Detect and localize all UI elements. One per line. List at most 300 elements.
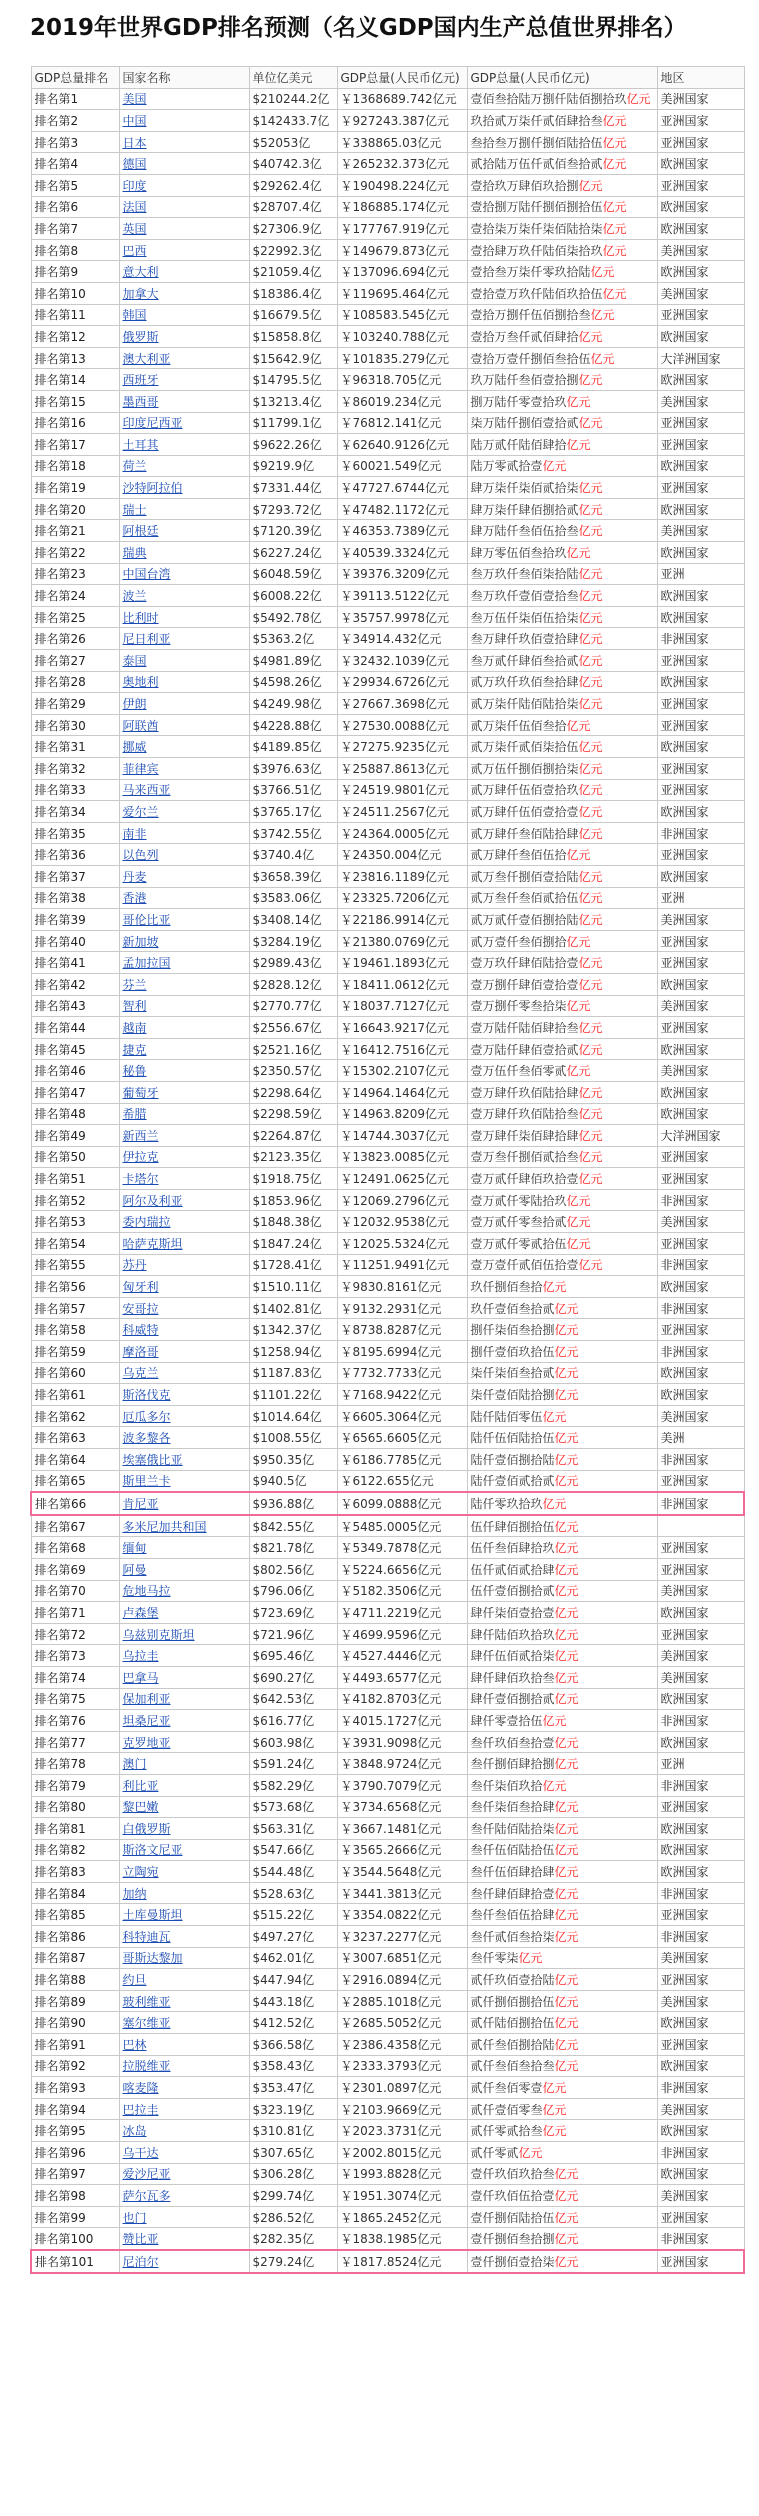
table-row (31, 1405, 744, 1427)
rank-cell: 排名第61 (31, 1384, 119, 1406)
country-link[interactable]: 比利时 (122, 610, 159, 625)
rank-cell: 排名第97 (31, 2163, 119, 2185)
rank-cell: 排名第34 (31, 801, 119, 823)
rank-cell: 排名第72 (31, 1623, 119, 1645)
country-link[interactable]: 卢森堡 (122, 1605, 159, 1620)
country-link[interactable]: 希腊 (122, 1107, 147, 1122)
cny-text: 贰万柒仟陆佰陆拾柒 (470, 697, 579, 712)
country-link[interactable]: 芬兰 (122, 977, 147, 992)
unit-label: 亿元 (578, 1150, 603, 1165)
country-link[interactable]: 塞尔维亚 (122, 2016, 171, 2031)
country-link[interactable]: 肯尼亚 (122, 1496, 159, 1511)
country-link[interactable]: 斯里兰卡 (122, 1474, 171, 1489)
country-link[interactable]: 墨西哥 (122, 394, 159, 409)
cny-cell: ￥12069.2796亿元 (337, 1189, 467, 1211)
country-link[interactable]: 卡塔尔 (122, 1172, 159, 1187)
country-link[interactable]: 萨尔瓦多 (122, 2188, 171, 2203)
country-link[interactable]: 巴林 (122, 2037, 147, 2052)
country-link[interactable]: 澳大利亚 (122, 351, 171, 366)
rank-cell: 排名第76 (31, 1710, 119, 1732)
usd-cell: $544.48亿 (249, 1861, 337, 1883)
country-link[interactable]: 哥斯达黎加 (122, 1951, 183, 1966)
cny-text-cell (467, 671, 657, 693)
cny-text-cell (467, 1384, 657, 1406)
cny-text-cell (467, 844, 657, 866)
usd-cell: $515.22亿 (249, 1904, 337, 1926)
cny-cell: ￥4493.6577亿元 (337, 1666, 467, 1688)
unit-label: 亿元 (554, 1649, 579, 1664)
country-link[interactable]: 乌兹别克斯坦 (122, 1627, 195, 1642)
country-link[interactable]: 冰岛 (122, 2124, 147, 2139)
country-link[interactable]: 爱沙尼亚 (122, 2167, 171, 2182)
country-link[interactable]: 赞比亚 (122, 2232, 159, 2247)
cny-text: 陆万零贰拾壹 (470, 459, 543, 474)
table-row (31, 1645, 744, 1667)
country-link[interactable]: 科威特 (122, 1323, 159, 1338)
table-row (31, 1146, 744, 1168)
region-cell: 欧洲国家 (657, 153, 744, 175)
country-link[interactable]: 沙特阿拉伯 (122, 481, 183, 496)
cny-text: 壹万伍仟叁佰零贰 (470, 1064, 567, 1079)
rank-cell: 排名第54 (31, 1233, 119, 1255)
usd-cell: $802.56亿 (249, 1558, 337, 1580)
country-link[interactable]: 乌克兰 (122, 1366, 159, 1381)
table-row (31, 2055, 744, 2077)
country-link[interactable]: 波兰 (122, 589, 147, 604)
region-cell: 欧洲国家 (657, 1038, 744, 1060)
country-link[interactable]: 印度 (122, 178, 147, 193)
region-cell: 欧洲国家 (657, 1602, 744, 1624)
cny-text: 贰仟叁佰零壹 (470, 2081, 543, 2096)
cny-text-cell (467, 434, 657, 456)
unit-label: 亿元 (578, 804, 603, 819)
unit-label: 亿元 (554, 2059, 579, 2074)
rank-cell: 排名第10 (31, 282, 119, 304)
cny-text: 壹佰叁拾陆万捌仟陆佰捌拾玖 (470, 92, 627, 107)
country-cell (119, 1515, 249, 1537)
cny-text: 叁万伍仟柒佰伍拾柒 (470, 610, 579, 625)
country-link[interactable]: 法国 (122, 200, 147, 215)
usd-cell: $4228.88亿 (249, 714, 337, 736)
header-cny-text: GDP总量(人民币亿元) (467, 67, 657, 89)
country-link[interactable]: 阿尔及利亚 (122, 1193, 183, 1208)
cny-text-cell (467, 1405, 657, 1427)
country-link[interactable]: 巴西 (122, 243, 147, 258)
unit-label: 亿元 (578, 610, 603, 625)
cny-text-cell (467, 1926, 657, 1948)
country-link[interactable]: 瑞士 (122, 502, 147, 517)
country-link[interactable]: 香港 (122, 891, 147, 906)
unit-label: 亿元 (578, 1172, 603, 1187)
cny-text-cell (467, 1666, 657, 1688)
country-link[interactable]: 伊朗 (122, 697, 147, 712)
cny-text-cell (467, 2098, 657, 2120)
country-link[interactable]: 智利 (122, 999, 147, 1014)
region-cell: 亚洲国家 (657, 434, 744, 456)
usd-cell: $1848.38亿 (249, 1211, 337, 1233)
cny-text: 壹万肆仟玖佰陆拾肆 (470, 1085, 579, 1100)
cny-text: 捌仟壹佰玖拾伍 (470, 1344, 555, 1359)
cny-text: 柒万陆仟捌佰壹拾贰 (470, 416, 579, 431)
country-cell (119, 2228, 249, 2250)
country-link[interactable]: 斯洛伐克 (122, 1388, 171, 1403)
table-row (31, 1710, 744, 1732)
cny-cell: ￥2301.0897亿元 (337, 2077, 467, 2099)
table-row (31, 218, 744, 240)
country-link[interactable]: 拉脱维亚 (122, 2059, 171, 2074)
cny-text-cell (467, 1580, 657, 1602)
unit-label: 亿元 (554, 2232, 579, 2247)
table-row (31, 844, 744, 866)
cny-text-cell (467, 2120, 657, 2142)
cny-text: 壹仟玖佰玖拾叁 (470, 2167, 555, 2182)
rank-cell: 排名第79 (31, 1774, 119, 1796)
cny-text: 伍仟叁佰肆拾玖 (470, 1541, 555, 1556)
unit-label: 亿元 (578, 697, 603, 712)
country-link[interactable]: 利比亚 (122, 1778, 159, 1793)
usd-cell: $1008.55亿 (249, 1427, 337, 1449)
cny-text-cell (467, 1688, 657, 1710)
country-link[interactable]: 厄瓜多尔 (122, 1409, 171, 1424)
country-link[interactable]: 克罗地亚 (122, 1735, 171, 1750)
country-link[interactable]: 秘鲁 (122, 1064, 147, 1079)
country-link[interactable]: 爱尔兰 (122, 804, 159, 819)
cny-text: 肆万柒仟柒佰贰拾柒 (470, 481, 579, 496)
table-row (31, 1017, 744, 1039)
table-row (31, 1796, 744, 1818)
country-link[interactable]: 乌拉圭 (122, 1649, 159, 1664)
country-cell (119, 563, 249, 585)
cny-cell: ￥24519.9801亿元 (337, 779, 467, 801)
unit-label: 亿元 (578, 956, 603, 971)
unit-label: 亿元 (578, 1258, 603, 1273)
cny-text: 贰仟陆佰捌拾伍 (470, 2016, 555, 2031)
country-link[interactable]: 以色列 (122, 848, 159, 863)
rank-cell: 排名第55 (31, 1254, 119, 1276)
country-link[interactable]: 埃塞俄比亚 (122, 1452, 183, 1467)
cny-text: 壹万贰仟零陆拾玖 (470, 1193, 567, 1208)
unit-label: 亿元 (602, 113, 627, 128)
rank-cell: 排名第29 (31, 693, 119, 715)
country-link[interactable]: 孟加拉国 (122, 956, 171, 971)
country-link[interactable]: 巴拿马 (122, 1670, 159, 1685)
country-link[interactable]: 加纳 (122, 1886, 147, 1901)
usd-cell: $690.27亿 (249, 1666, 337, 1688)
usd-cell: $796.06亿 (249, 1580, 337, 1602)
cny-text: 壹拾万捌仟伍佰捌拾叁 (470, 308, 591, 323)
cny-cell: ￥5485.0005亿元 (337, 1515, 467, 1537)
region-cell: 欧洲国家 (657, 1384, 744, 1406)
cny-text-cell (467, 174, 657, 196)
country-cell (119, 1580, 249, 1602)
unit-label: 亿元 (602, 243, 627, 258)
usd-cell: $2298.64亿 (249, 1081, 337, 1103)
unit-label: 亿元 (554, 1692, 579, 1707)
country-link[interactable]: 约旦 (122, 1973, 147, 1988)
cny-text-cell (467, 2077, 657, 2099)
rank-cell: 排名第15 (31, 390, 119, 412)
rank-cell: 排名第45 (31, 1038, 119, 1060)
cny-text: 伍仟壹佰捌拾贰 (470, 1584, 555, 1599)
country-link[interactable]: 中国 (122, 113, 147, 128)
country-link[interactable]: 澳门 (122, 1757, 147, 1772)
table-row (31, 1774, 744, 1796)
cny-text-cell (467, 1233, 657, 1255)
country-link[interactable]: 土库曼斯坦 (122, 1908, 183, 1923)
country-link[interactable]: 日本 (122, 135, 147, 150)
country-link[interactable]: 瑞典 (122, 545, 147, 560)
cny-cell: ￥32432.1039亿元 (337, 650, 467, 672)
country-cell (119, 498, 249, 520)
country-link[interactable]: 泰国 (122, 653, 147, 668)
country-link[interactable]: 喀麦隆 (122, 2081, 159, 2096)
cny-cell: ￥1865.2452亿元 (337, 2206, 467, 2228)
usd-cell: $9219.9亿 (249, 455, 337, 477)
unit-label: 亿元 (578, 1085, 603, 1100)
country-cell (119, 1384, 249, 1406)
cny-cell: ￥4711.2219亿元 (337, 1602, 467, 1624)
country-link[interactable]: 美国 (122, 92, 147, 107)
country-link[interactable]: 阿曼 (122, 1562, 147, 1577)
cny-cell: ￥62640.9126亿元 (337, 434, 467, 456)
cny-text: 玖仟捌佰叁拾 (470, 1280, 543, 1295)
country-link[interactable]: 西班牙 (122, 373, 159, 388)
unit-label: 亿元 (566, 1193, 591, 1208)
country-cell (119, 1688, 249, 1710)
unit-label: 亿元 (554, 1431, 579, 1446)
cny-text: 陆仟陆佰零伍 (470, 1409, 543, 1424)
cny-text-cell (467, 1947, 657, 1969)
unit-label: 亿元 (542, 2102, 567, 2117)
country-link[interactable]: 新西兰 (122, 1128, 159, 1143)
unit-label: 亿元 (590, 351, 615, 366)
country-link[interactable]: 新加坡 (122, 934, 159, 949)
country-link[interactable]: 荷兰 (122, 459, 147, 474)
table-row (31, 1341, 744, 1363)
unit-label: 亿元 (578, 373, 603, 388)
country-link[interactable]: 捷克 (122, 1042, 147, 1057)
country-link[interactable]: 玻利维亚 (122, 1994, 171, 2009)
country-link[interactable]: 坦桑尼亚 (122, 1713, 171, 1728)
unit-label: 亿元 (554, 2254, 579, 2269)
cny-text-cell (467, 563, 657, 585)
table-row (31, 1882, 744, 1904)
region-cell: 欧洲国家 (657, 218, 744, 240)
cny-text-cell (467, 2250, 657, 2273)
country-link[interactable]: 德国 (122, 157, 147, 172)
country-link[interactable]: 挪威 (122, 740, 147, 755)
cny-cell: ￥3237.2277亿元 (337, 1926, 467, 1948)
country-link[interactable]: 阿联酋 (122, 718, 159, 733)
country-cell (119, 304, 249, 326)
cny-text: 壹仟玖佰伍拾壹 (470, 2188, 555, 2203)
country-cell (119, 1211, 249, 1233)
usd-cell: $1187.83亿 (249, 1362, 337, 1384)
country-link[interactable]: 也门 (122, 2210, 147, 2225)
usd-cell: $1014.64亿 (249, 1405, 337, 1427)
unit-label: 亿元 (578, 826, 603, 841)
cny-cell: ￥21380.0769亿元 (337, 930, 467, 952)
country-cell (119, 1405, 249, 1427)
country-link[interactable]: 意大利 (122, 265, 159, 280)
cny-text: 壹万贰仟肆佰玖拾壹 (470, 1172, 579, 1187)
country-cell (119, 1904, 249, 1926)
header-region: 地区 (657, 67, 744, 89)
country-link[interactable]: 加拿大 (122, 286, 159, 301)
rank-cell: 排名第56 (31, 1276, 119, 1298)
cny-text: 叁仟伍佰肆拾肆 (470, 1865, 555, 1880)
country-link[interactable]: 白俄罗斯 (122, 1821, 171, 1836)
country-link[interactable]: 南非 (122, 826, 147, 841)
country-cell (119, 1623, 249, 1645)
usd-cell: $5363.2亿 (249, 628, 337, 650)
cny-text: 壹拾玖万肆佰玖拾捌 (470, 178, 579, 193)
unit-label: 亿元 (554, 1584, 579, 1599)
rank-cell: 排名第17 (31, 434, 119, 456)
cny-cell: ￥2103.9669亿元 (337, 2098, 467, 2120)
cny-text-cell (467, 585, 657, 607)
unit-label: 亿元 (542, 1778, 567, 1793)
region-cell: 亚洲国家 (657, 2206, 744, 2228)
cny-text: 壹万贰仟零贰拾伍 (470, 1236, 567, 1251)
usd-cell: $210244.2亿 (249, 88, 337, 110)
country-link[interactable]: 尼泊尔 (122, 2254, 159, 2269)
region-cell: 美洲国家 (657, 1211, 744, 1233)
table-body (31, 88, 744, 2272)
country-link[interactable]: 丹麦 (122, 869, 147, 884)
table-row (31, 434, 744, 456)
country-cell (119, 1168, 249, 1190)
country-link[interactable]: 保加利亚 (122, 1692, 171, 1707)
unit-label: 亿元 (578, 912, 603, 927)
country-link[interactable]: 摩洛哥 (122, 1344, 159, 1359)
country-link[interactable]: 奥地利 (122, 675, 159, 690)
rank-cell: 排名第18 (31, 455, 119, 477)
country-link[interactable]: 立陶宛 (122, 1865, 159, 1880)
country-link[interactable]: 哥伦比亚 (122, 912, 171, 927)
country-link[interactable]: 匈牙利 (122, 1280, 159, 1295)
cny-text-cell (467, 218, 657, 240)
country-link[interactable]: 印度尼西亚 (122, 416, 183, 431)
table-row (31, 2163, 744, 2185)
country-link[interactable]: 中国台湾 (122, 567, 171, 582)
cny-text: 叁仟肆佰肆拾壹 (470, 1886, 555, 1901)
country-link[interactable]: 尼日利亚 (122, 632, 171, 647)
country-link[interactable]: 韩国 (122, 308, 147, 323)
country-cell (119, 520, 249, 542)
cny-cell: ￥47482.1172亿元 (337, 498, 467, 520)
unit-label: 亿元 (566, 1215, 591, 1230)
cny-cell: ￥76812.141亿元 (337, 412, 467, 434)
country-link[interactable]: 越南 (122, 1020, 147, 1035)
cny-text-cell (467, 326, 657, 348)
cny-text-cell (467, 1990, 657, 2012)
cny-cell: ￥8195.6994亿元 (337, 1341, 467, 1363)
country-link[interactable]: 委内瑞拉 (122, 1215, 171, 1230)
country-cell (119, 1017, 249, 1039)
unit-label: 亿元 (578, 524, 603, 539)
table-row (31, 110, 744, 132)
region-cell: 美洲国家 (657, 390, 744, 412)
country-link[interactable]: 英国 (122, 221, 147, 236)
country-cell (119, 1427, 249, 1449)
cny-text: 壹拾柒万柒仟柒佰陆拾柒 (470, 221, 603, 236)
country-link[interactable]: 阿根廷 (122, 524, 159, 539)
country-link[interactable]: 多米尼加共和国 (122, 1519, 207, 1534)
rank-cell: 排名第87 (31, 1947, 119, 1969)
cny-text: 壹万捌仟肆佰壹拾壹 (470, 977, 579, 992)
unit-label: 亿元 (554, 1821, 579, 1836)
cny-cell: ￥186885.174亿元 (337, 196, 467, 218)
country-link[interactable]: 菲律宾 (122, 761, 159, 776)
usd-cell: $13213.4亿 (249, 390, 337, 412)
country-link[interactable]: 葡萄牙 (122, 1085, 159, 1100)
table-row (31, 1470, 744, 1492)
cny-text: 柒仟柒佰叁拾贰 (470, 1366, 555, 1381)
header-rank: GDP总量排名 (31, 67, 119, 89)
region-cell: 欧洲国家 (657, 2120, 744, 2142)
country-link[interactable]: 伊拉克 (122, 1150, 159, 1165)
cny-cell: ￥1951.3074亿元 (337, 2185, 467, 2207)
country-link[interactable]: 俄罗斯 (122, 329, 159, 344)
cny-cell: ￥12032.9538亿元 (337, 1211, 467, 1233)
usd-cell: $1510.11亿 (249, 1276, 337, 1298)
cny-text-cell (467, 1492, 657, 1515)
country-cell (119, 1319, 249, 1341)
country-link[interactable]: 黎巴嫩 (122, 1800, 159, 1815)
unit-label: 亿元 (554, 1929, 579, 1944)
country-link[interactable]: 安哥拉 (122, 1301, 159, 1316)
country-link[interactable]: 危地马拉 (122, 1584, 171, 1599)
table-row (31, 2185, 744, 2207)
cny-text-cell (467, 1470, 657, 1492)
country-link[interactable]: 乌干达 (122, 2145, 159, 2160)
cny-text-cell (467, 779, 657, 801)
region-cell: 欧洲国家 (657, 2055, 744, 2077)
cny-text-cell (467, 1189, 657, 1211)
usd-cell: $1853.96亿 (249, 1189, 337, 1211)
country-link[interactable]: 巴拉圭 (122, 2102, 159, 2117)
unit-label: 亿元 (554, 1366, 579, 1381)
usd-cell: $7293.72亿 (249, 498, 337, 520)
unit-label: 亿元 (554, 1301, 579, 1316)
country-link[interactable]: 哈萨克斯坦 (122, 1236, 183, 1251)
region-cell: 欧洲国家 (657, 606, 744, 628)
unit-label: 亿元 (602, 135, 627, 150)
country-link[interactable]: 马来西亚 (122, 783, 171, 798)
country-link[interactable]: 科特迪瓦 (122, 1929, 171, 1944)
rank-cell: 排名第28 (31, 671, 119, 693)
table-row (31, 542, 744, 564)
cny-text: 贰万肆仟叁佰陆拾肆 (470, 826, 579, 841)
cny-cell: ￥14744.3037亿元 (337, 1125, 467, 1147)
table-row (31, 2250, 744, 2273)
cny-text-cell (467, 369, 657, 391)
usd-cell: $3765.17亿 (249, 801, 337, 823)
country-link[interactable]: 波多黎各 (122, 1431, 171, 1446)
cny-text-cell (467, 1146, 657, 1168)
country-link[interactable]: 苏丹 (122, 1258, 147, 1273)
country-link[interactable]: 土耳其 (122, 437, 159, 452)
rank-cell: 排名第47 (31, 1081, 119, 1103)
country-link[interactable]: 斯洛文尼亚 (122, 1843, 183, 1858)
cny-cell: ￥27530.0088亿元 (337, 714, 467, 736)
country-link[interactable]: 缅甸 (122, 1541, 147, 1556)
cny-text-cell (467, 1969, 657, 1991)
unit-label: 亿元 (578, 416, 603, 431)
unit-label: 亿元 (566, 718, 591, 733)
rank-cell: 排名第73 (31, 1645, 119, 1667)
